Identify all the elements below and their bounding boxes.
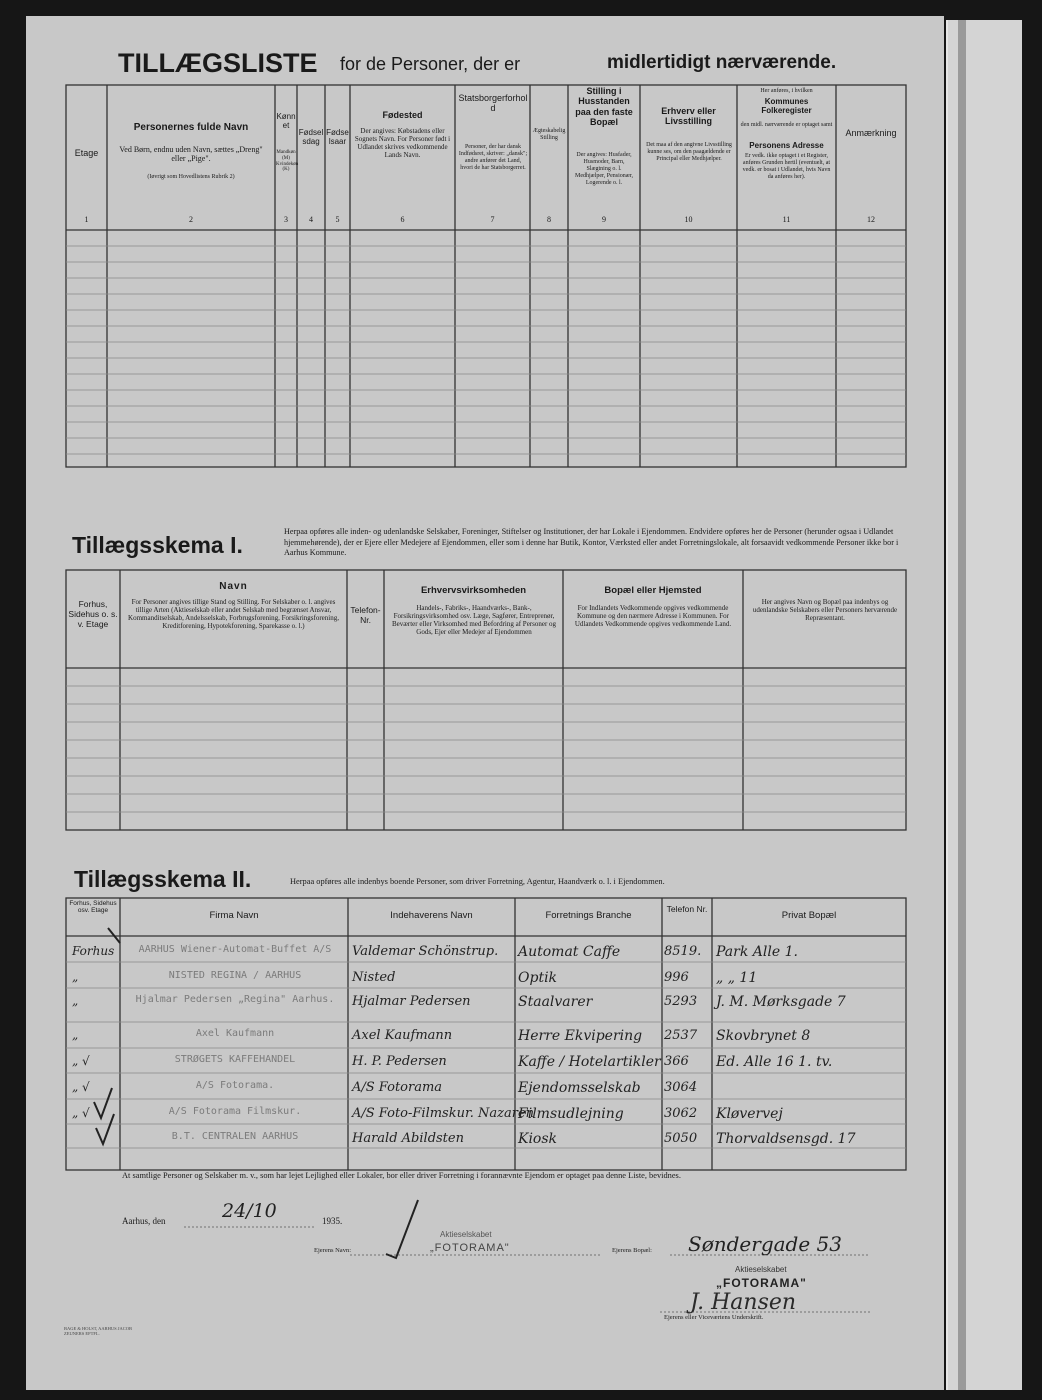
- row-telefon: 2537: [664, 1028, 698, 1043]
- row-branche: Optik: [518, 970, 558, 986]
- row-branche: Filmsudlejning: [518, 1106, 624, 1122]
- row-bopael: Ed. Alle 16 1. tv.: [716, 1054, 833, 1070]
- row-etage: „ √: [72, 1106, 90, 1120]
- col-stats-note: Personer, der har dansk Indfødsret, skriver: „dansk"; andre anfører det Land, hvori de har Statsborgerret.: [458, 144, 528, 171]
- attestation: At samtlige Personer og Selskaber m. v., som har lejet Lejlighed eller Lokaler, bor eller driver Forretning i forannævnte Ejendom er optaget paa denne Liste, bevidnes.: [122, 1171, 681, 1180]
- column-number: 2: [189, 215, 193, 224]
- skema1-title: Tillægsskema I.: [72, 532, 243, 558]
- ejer-label: Ejerens Navn:: [314, 1247, 352, 1254]
- row-branche: Herre Ekvipering: [518, 1028, 643, 1044]
- col-erhverv-note: Det maa af den angivne Livsstilling kunne ses, om den paagældende er Principal eller Medhjælper.: [646, 142, 732, 162]
- skema2-title: Tillægsskema II.: [74, 866, 252, 892]
- row-branche: Automat Caffe: [518, 944, 621, 960]
- s2-col-telefon: Telefon Nr.: [666, 904, 708, 914]
- col-stilling-note: Der angives: Husfader, Husmoder, Barn, Slægtning o. l. Medhjælper, Pensionær, Logerende o. l.: [574, 152, 634, 186]
- col-kommune-note: Er vedk. ikke optaget i et Register, anføres Grunden hertil (eventuelt, at vedk. er bosat i Udlandet, hvis Navn da anføres her).: [742, 153, 831, 180]
- s1-col-erhverv: Erhvervsvirksomheden: [420, 585, 527, 596]
- row-firma: AARHUS Wiener-Automat-Buffet A/S: [138, 944, 332, 955]
- col-aegteskabelig: Ægteskabelig Stilling: [532, 128, 566, 141]
- row-indehaver: A/S Fotorama: [352, 1080, 443, 1095]
- title-rest: for de Personer, der er: [340, 54, 521, 74]
- s1-col-representant: Her angives Navn og Bopæl paa indenbys og udenlandske Selskabers eller Personers herværende Repræsentant.: [752, 598, 898, 623]
- col-kommune-head: Kommunes Folkeregister: [761, 97, 812, 116]
- row-etage: „: [72, 1028, 79, 1042]
- col-navn-note: Ved Børn, endnu uden Navn, sættes „Dreng" eller „Pige".: [119, 145, 263, 164]
- s1-col-telefon: Telefon-Nr.: [350, 605, 381, 625]
- signature: J. Hansen: [690, 1290, 797, 1315]
- col-kommune-mid: den midl. nærværende er optaget samt: [740, 122, 833, 128]
- column-number: 11: [782, 215, 791, 224]
- skema1-intro: Herpaa opføres alle inden- og udenlandske Selskaber, Foreninger, Stiftelser og Institutioner, der har Lokale i Ejendommen. Endvidere opføres her de Personer (herunder ogsaa i Udlandet hjemmehørende), der er Ejere eller Medejere af Ejendommen, eller som i denne har Butik, Kontor, Værksted eller andet Forretningslokale, alt forsaavidt vedkommende Personer ikke bor i Aarhus Kommune.: [284, 527, 899, 558]
- row-firma: A/S Fotorama Filmskur.: [168, 1106, 302, 1117]
- col-kommune-pre: Her anføres, i hvilken: [760, 88, 813, 94]
- row-etage: „: [72, 994, 79, 1008]
- row-firma: NISTED REGINA / AARHUS: [168, 970, 302, 981]
- row-firma: Hjalmar Pedersen „Regina" Aarhus.: [135, 994, 335, 1005]
- s1-col-bopael: Bopæl eller Hjemsted: [604, 585, 702, 596]
- s1-col-navn: Navn: [219, 581, 248, 592]
- row-telefon: 366: [664, 1054, 689, 1069]
- ejer-stamp-line1: Aktieselskabet: [440, 1230, 492, 1239]
- col-kon-note: Mandkøn (M) Kvindekøn (K): [276, 150, 299, 173]
- row-firma: Axel Kaufmann: [195, 1028, 275, 1039]
- column-number: 4: [309, 215, 313, 224]
- row-telefon: 5293: [664, 994, 698, 1009]
- col-fodested-head: Fødested: [382, 110, 423, 120]
- row-indehaver: Valdemar Schönstrup.: [352, 944, 499, 959]
- s2-col-forhus: Forhus, Sidehus osv. Etage: [69, 900, 117, 915]
- s2-col-branche: Forretnings Branche: [545, 910, 632, 921]
- bopael-value: Søndergade 53: [688, 1232, 842, 1256]
- row-indehaver: H. P. Pedersen: [352, 1054, 447, 1069]
- row-telefon: 8519.: [664, 944, 702, 959]
- row-branche: Staalvarer: [518, 994, 593, 1010]
- col-erhverv-head: Erhverv eller Livsstilling: [661, 106, 716, 127]
- col-anmaerkning: Anmærkning: [845, 128, 897, 138]
- skema2-intro: Herpaa opføres alle indenbys boende Personer, som driver Forretning, Agentur, Haandværk o. l. i Ejendommen.: [290, 877, 665, 886]
- column-number: 5: [335, 215, 340, 224]
- title-main: TILLÆGSLISTE: [118, 48, 318, 78]
- row-branche: Ejendomsselskab: [518, 1080, 641, 1096]
- sign-stamp-line1: Aktieselskabet: [735, 1265, 787, 1274]
- col-kommune-head2: Personens Adresse: [749, 141, 824, 150]
- row-indehaver: Nisted: [352, 970, 396, 985]
- col-navn-note2: (Iøvrigt som Hovedlistens Rubrik 2): [147, 174, 235, 180]
- ejer-stamp-line2: „FOTORAMA": [430, 1242, 510, 1254]
- col-fodselsaar: Fødselsaar: [326, 128, 349, 147]
- bopael-label: Ejerens Bopæl:: [612, 1247, 652, 1254]
- row-etage: „: [72, 970, 79, 984]
- row-telefon: 3062: [664, 1106, 698, 1121]
- row-firma: B.T. CENTRALEN AARHUS: [171, 1131, 299, 1142]
- year-value: 1935.: [322, 1216, 343, 1226]
- column-number: 10: [684, 215, 693, 224]
- row-branche: Kiosk: [518, 1131, 558, 1147]
- row-indehaver: Axel Kaufmann: [352, 1028, 453, 1043]
- column-number: 1: [84, 215, 89, 224]
- col-stats-head: Statsborgerforhold: [458, 93, 528, 114]
- column-number: 9: [602, 215, 606, 224]
- sign-label: Ejerens eller Viceværtens Underskrift.: [664, 1314, 764, 1321]
- col-fodested-note: Der angives: Købstadens eller Sognets Navn. For Personer født i Udlandet skrives vedkommende Lands Navn.: [354, 127, 451, 160]
- s2-col-indehaver: Indehaverens Navn: [390, 910, 473, 921]
- s1-col-erhverv-note: Handels-, Fabriks-, Haandværks-, Bank-, Forsikringsvirksomhed osv. Læge, Sagfører, Entreprenør, Beværter eller Virksomhed med Befordring af Personer og Gods, Ejer eller Medejer af Ejendommen: [391, 604, 557, 637]
- column-number: 12: [867, 215, 875, 224]
- row-bopael: Thorvaldsensgd. 17: [716, 1131, 856, 1147]
- row-telefon: 996: [664, 970, 689, 985]
- s1-col-navn-note: For Personer angives tillige Stand og Stilling. For Selskaber o. l. angives tillige Arten (Aktieselskab eller andet Selskab med begrænset Ansvar, Kommanditselskab, Andelsselskab, Forbrugsforening, Forsikringsforening, Kreditforening, Hypotekforening, Sparekasse o. l.): [128, 598, 339, 631]
- place-label: Aarhus, den: [122, 1216, 166, 1226]
- s2-col-firma: Firma Navn: [209, 910, 259, 921]
- row-indehaver: A/S Foto-Filmskur. Nazaren: [352, 1106, 535, 1121]
- s1-col-forhus: Forhus, Sidehus o. s. v. Etage: [68, 599, 118, 629]
- column-number: 3: [284, 215, 288, 224]
- s1-col-bopael-note: For Indlandets Vedkommende opgives vedkommende Kommune og den nærmere Adresse i Kommunen. For Udlandets Vedkommende opgives vedkommende Land.: [574, 604, 732, 629]
- row-bopael: Skovbrynet 8: [716, 1028, 811, 1044]
- row-etage: „ √: [72, 1054, 90, 1068]
- date-value: 24/10: [222, 1200, 277, 1222]
- sign-stamp-line2: „FOTORAMA": [716, 1276, 807, 1290]
- column-number: 7: [490, 215, 495, 224]
- s2-col-bopael: Privat Bopæl: [781, 910, 837, 921]
- row-indehaver: Harald Abildsten: [352, 1131, 464, 1146]
- row-telefon: 3064: [664, 1080, 698, 1095]
- col-navn-head: Personernes fulde Navn: [133, 122, 249, 133]
- row-firma: STRØGETS KAFFEHANDEL: [174, 1054, 296, 1065]
- column-number: 8: [547, 215, 551, 224]
- row-branche: Kaffe / Hotelartikler: [518, 1054, 661, 1070]
- row-indehaver: Hjalmar Pedersen: [352, 994, 471, 1009]
- row-bopael: Park Alle 1.: [716, 944, 798, 960]
- title-bold: midlertidigt nærværende.: [607, 52, 837, 73]
- row-etage: „ √: [72, 1080, 90, 1094]
- col-fodselsdag: Fødselsdag: [298, 128, 324, 147]
- row-bopael: J. M. Mørksgade 7: [716, 994, 846, 1010]
- row-firma: A/S Fotorama.: [195, 1080, 275, 1091]
- column-number: 6: [400, 215, 405, 224]
- col-etage: Etage: [74, 148, 99, 158]
- col-kon-head: Kønnet: [276, 112, 296, 131]
- row-bopael: „ „ 11: [716, 970, 758, 986]
- printer-mark: BAGE & HOLST, AARHUS JACOB ZEUNERS EFTFL.: [64, 1326, 133, 1337]
- row-etage: Forhus: [72, 944, 115, 958]
- col-stilling-head: Stilling i Husstanden paa den faste Bopæl: [575, 86, 633, 128]
- row-telefon: 5050: [664, 1131, 698, 1146]
- row-bopael: Kløvervej: [716, 1106, 783, 1122]
